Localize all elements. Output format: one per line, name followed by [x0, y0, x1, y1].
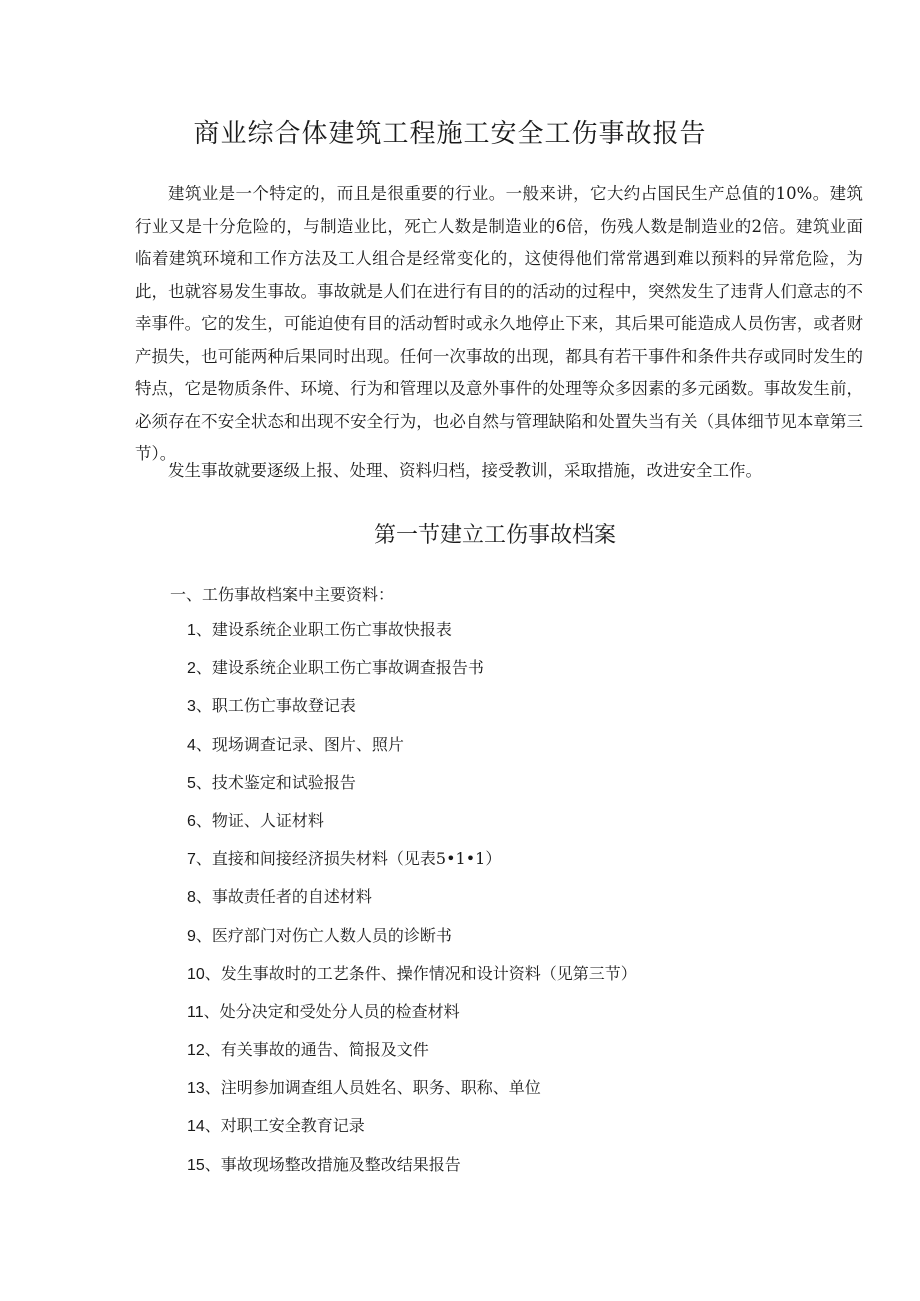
item-text: 、处分决定和受处分人员的检查材料	[203, 1001, 460, 1021]
list-item	[187, 924, 637, 962]
item-text: 、物证、人证材料	[195, 810, 324, 830]
document-title: 商业综合体建筑工程施工安全工伤事故报告	[193, 119, 707, 149]
item-text: 、建设系统企业职工伤亡事故调查报告书	[195, 658, 484, 678]
list-item	[187, 809, 637, 847]
materials-list	[187, 618, 637, 1191]
list-item	[187, 694, 637, 732]
item-text: 、事故现场整改措施及整改结果报告	[204, 1154, 461, 1174]
item-text: 、建设系统企业职工伤亡事故快报表	[195, 620, 452, 639]
list-item	[187, 1076, 637, 1114]
item-number: 9	[187, 927, 196, 945]
item-text: 、发生事故时的工艺条件、操作情况和设计资料（见第三节）	[204, 963, 637, 983]
item-number: 15	[187, 1156, 205, 1174]
list-item	[187, 962, 637, 1000]
item-number: 7	[187, 851, 196, 869]
list-item	[187, 733, 637, 771]
section-title: 第一节建立工伤事故档案	[373, 523, 616, 548]
item-text: 、直接和间接经济损失材料（见表5•1•1）	[195, 849, 502, 869]
item-number: 2	[187, 660, 196, 678]
item-number: 13	[187, 1080, 205, 1098]
item-number: 14	[187, 1118, 205, 1136]
list-item	[187, 618, 637, 656]
intro-paragraph: 建筑业是一个特定的，而且是很重要的行业。一般来讲，它大约占国民生产总值的10%。建筑行业又是十分危险的，与制造业比，死亡人数是制造业的6倍，伤残人数是制造业的2倍。建筑业面临着建筑环境和工作方法及工人组合是经常变化的，这使得他们常常遇到难以预料的异常危险，为此，也就容易发生事故。事故就是人们在进行有目的的活动的过程中，突然发生了违背人们意志的不幸事件。它的发生，可能迫使有目的活动暂时或永久地停止下来，其后果可能造成人员伤害，或者财产损失，也可能两种后果同时出现。任何一次事故的出现，都具有若干事件和条件共存或同时发生的特点，它是物质条件、环境、行为和管理以及意外事件的处理等众多因素的多元函数。事故发生前，必须存在不安全状态和出现不安全行为，也必自然与管理缺陷和处置失当有关（具体细节见本章第三节）。	[135, 184, 863, 463]
item-text: 、职工伤亡事故登记表	[195, 696, 356, 716]
item-text: 、有关事故的通告、简报及文件	[204, 1040, 429, 1060]
item-text: 、对职工安全教育记录	[204, 1116, 365, 1136]
second-paragraph: 发生事故就要逐级上报、处理、资料归档，接受教训，采取措施，改进安全工作。	[168, 461, 762, 480]
item-text: 、现场调查记录、图片、照片	[195, 734, 404, 754]
item-text: 、医疗部门对伤亡人数人员的诊断书	[195, 925, 452, 945]
item-number: 3	[187, 698, 196, 716]
item-text: 、注明参加调查组人员姓名、职务、职称、单位	[204, 1078, 541, 1098]
list-item	[187, 771, 637, 809]
item-number: 12	[187, 1042, 205, 1060]
section-subheading: 一、工伤事故档案中主要资料：	[170, 585, 395, 604]
list-item	[187, 885, 637, 923]
item-number: 4	[187, 736, 196, 754]
item-number: 1	[187, 622, 196, 639]
list-item	[187, 1038, 637, 1076]
item-number: 5	[187, 774, 196, 792]
item-text: 、事故责任者的自述材料	[195, 887, 372, 907]
item-number: 10	[187, 965, 205, 983]
list-item	[187, 847, 637, 885]
item-text: 、技术鉴定和试验报告	[195, 772, 356, 792]
list-item	[187, 1153, 637, 1191]
item-number: 8	[187, 889, 196, 907]
list-item	[187, 1000, 637, 1038]
item-number: 6	[187, 812, 196, 830]
item-number: 11	[187, 1003, 204, 1021]
list-item	[187, 1114, 637, 1152]
list-item	[187, 656, 637, 694]
